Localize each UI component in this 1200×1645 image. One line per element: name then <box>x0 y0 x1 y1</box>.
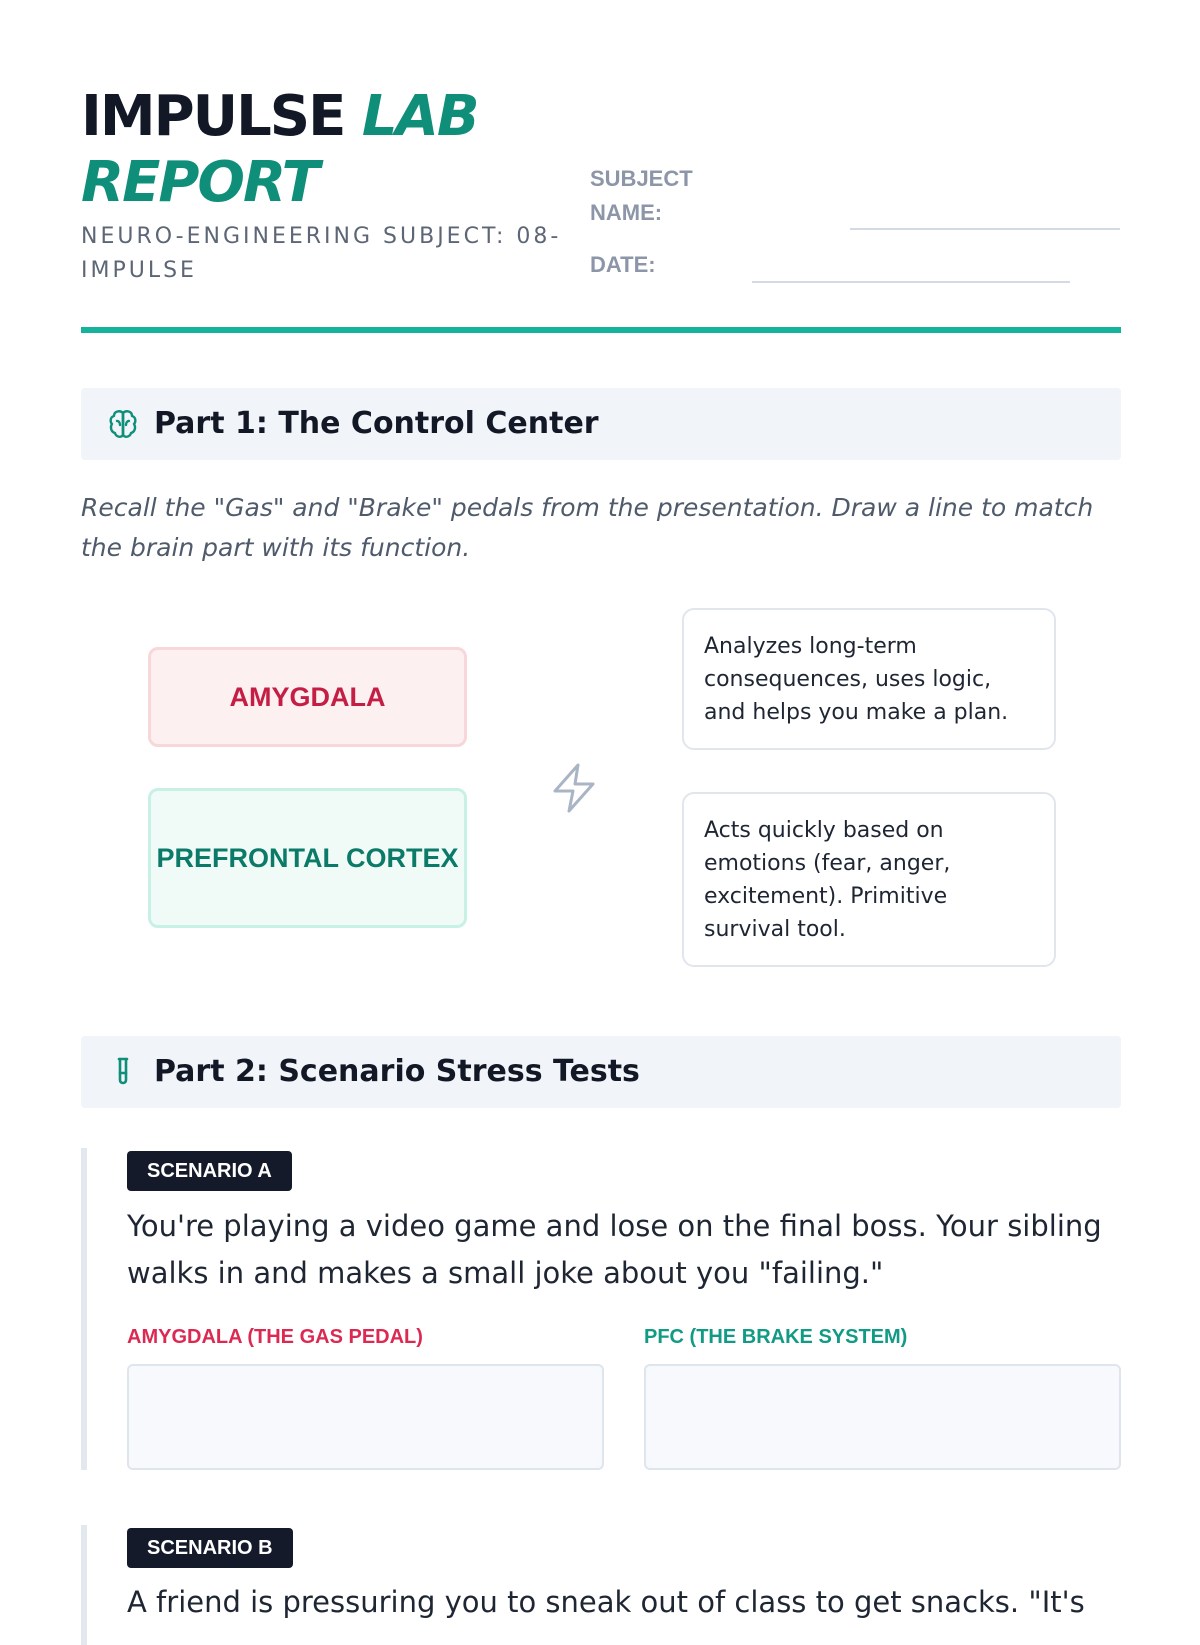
title-accent: LAB REPORT <box>81 84 478 215</box>
subject-code: NEURO-ENGINEERING SUBJECT: 08-IMPULSE <box>81 224 562 283</box>
header-divider <box>81 327 1121 333</box>
pfc-answer-box[interactable] <box>644 1364 1121 1470</box>
title-main: IMPULSE <box>81 84 345 149</box>
part2-header <box>81 1036 1121 1108</box>
part1-header <box>81 388 1121 460</box>
part1-instructions: Recall the "Gas" and "Brake" pedals from the presentation. Draw a line to match the brain part with its function. <box>81 493 1094 562</box>
scenario-b-text: A friend is pressuring you to sneak out of class to get snacks. "It's <box>127 1585 1085 1619</box>
part2-title: Part 2: Scenario Stress Tests <box>154 1054 640 1089</box>
definition-emotion[interactable]: Acts quickly based on emotions (fear, anger, excitement). Primitive survival tool. <box>682 792 1056 967</box>
page-title <box>81 84 601 216</box>
term-amygdala[interactable]: AMYGDALA <box>148 647 467 747</box>
brain-icon <box>107 408 139 440</box>
amygdala-answer-box[interactable] <box>127 1364 604 1470</box>
scenario-b-card <box>81 1525 1121 1645</box>
part1-title: Part 1: The Control Center <box>154 406 599 441</box>
amygdala-field-label: AMYGDALA (THE GAS PEDAL) <box>127 1326 423 1348</box>
scenario-a-text: You're playing a video game and lose on the final boss. Your sibling walks in and makes a small joke about you "failing." <box>127 1209 1102 1290</box>
test-tube-icon <box>107 1056 139 1088</box>
subject-name-label: SUBJECT NAME: <box>590 166 693 225</box>
pfc-field-label: PFC (THE BRAKE SYSTEM) <box>644 1326 908 1348</box>
subject-name-line[interactable] <box>850 228 1120 230</box>
lightning-bolt-icon <box>549 762 599 814</box>
scenario-b-badge: SCENARIO B <box>127 1528 293 1568</box>
term-prefrontal-cortex[interactable]: PREFRONTAL CORTEX <box>148 788 467 928</box>
date-line[interactable] <box>752 281 1070 283</box>
scenario-a-badge: SCENARIO A <box>127 1151 292 1191</box>
scenario-a-card <box>81 1148 1121 1470</box>
date-label: DATE: <box>590 252 656 277</box>
definition-logic[interactable]: Analyzes long-term consequences, uses logic, and helps you make a plan. <box>682 608 1056 750</box>
